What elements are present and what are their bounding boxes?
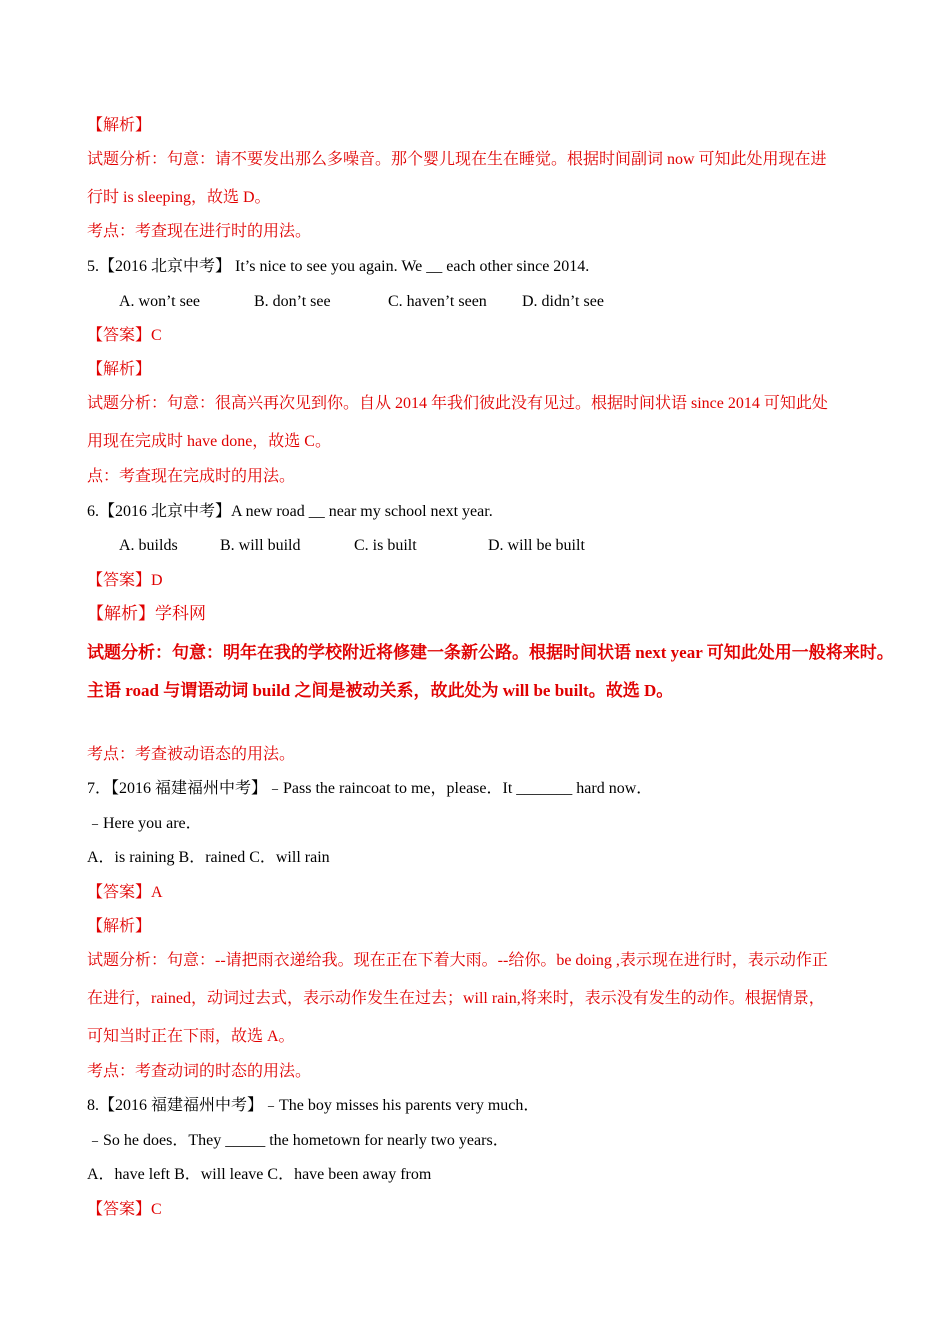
option-c: C. is built <box>354 537 417 554</box>
question-5-options <box>0 292 950 312</box>
answer-label: 【答案】D <box>87 572 163 589</box>
question-5-stem: 5.【2016 北京中考】 It’s nice to see you again. We __ each other since 2014. <box>87 258 590 275</box>
analysis-label: 【解析】 <box>87 117 152 134</box>
analysis-text: 试题分析：句意：很高兴再次见到你。自从 2014 年我们彼此没有见过。根据时间状语 since 2014 可知此处 <box>87 395 828 412</box>
question-8-options: A．have left B．will leave C．have been away from <box>87 1166 432 1183</box>
knowledge-point: 点：考查现在完成时的用法。 <box>87 468 296 485</box>
question-7-stem: 7．【2016 福建福州中考】﹣Pass the raincoat to me，please．It _______ hard now． <box>87 780 653 797</box>
analysis-text: 试题分析：句意：请不要发出那么多噪音。那个婴儿现在生在睡觉。根据时间副词 now 可知此处用现在进 <box>87 151 827 168</box>
question-7-reply: ﹣Here you are． <box>87 815 202 832</box>
analysis-label: 【解析】学科网 <box>87 604 206 623</box>
answer-label: 【答案】A <box>87 884 163 901</box>
option-d: D. didn’t see <box>522 293 604 310</box>
analysis-label: 【解析】 <box>87 361 152 378</box>
question-8-reply: ﹣So he does．They _____ the hometown for nearly two years． <box>87 1132 509 1149</box>
question-7-options: A．is raining B．rained C．will rain <box>87 849 330 866</box>
answer-label: 【答案】C <box>87 327 162 344</box>
option-d: D. will be built <box>488 537 585 554</box>
knowledge-point: 考点：考查被动语态的用法。 <box>87 746 296 763</box>
option-a: A. builds <box>119 537 178 554</box>
analysis-text: 行时 is sleeping，故选 D。 <box>87 189 271 206</box>
analysis-text: 试题分析：句意：明年在我的学校附近将修建一条新公路。根据时间状语 next year 可知此处用一般将来时。 <box>87 643 894 662</box>
option-b: B. will build <box>220 537 301 554</box>
analysis-label: 【解析】 <box>87 918 152 935</box>
question-6-options <box>0 536 950 556</box>
analysis-text: 主语 road 与谓语动词 build 之间是被动关系，故此处为 will be built。故选 D。 <box>87 681 674 700</box>
analysis-text: 可知当时正在下雨，故选 A。 <box>87 1028 295 1045</box>
analysis-text: 用现在完成时 have done，故选 C。 <box>87 433 331 450</box>
question-6-stem: 6.【2016 北京中考】A new road __ near my school next year. <box>87 503 493 520</box>
question-8-stem: 8.【2016 福建福州中考】﹣The boy misses his parents very much． <box>87 1097 540 1114</box>
answer-label: 【答案】C <box>87 1201 162 1218</box>
analysis-text: 试题分析：句意：--请把雨衣递给我。现在正在下着大雨。--给你。be doing ,表示现在进行时，表示动作正 <box>87 952 828 969</box>
knowledge-point: 考点：考查动词的时态的用法。 <box>87 1063 312 1080</box>
option-b: B. don’t see <box>254 293 331 310</box>
option-c: C. haven’t seen <box>388 293 487 310</box>
option-a: A. won’t see <box>119 293 201 310</box>
knowledge-point: 考点：考查现在进行时的用法。 <box>87 223 312 240</box>
analysis-text: 在进行，rained，动词过去式，表示动作发生在过去；will rain,将来时，表示没有发生的动作。根据情景， <box>87 990 825 1007</box>
